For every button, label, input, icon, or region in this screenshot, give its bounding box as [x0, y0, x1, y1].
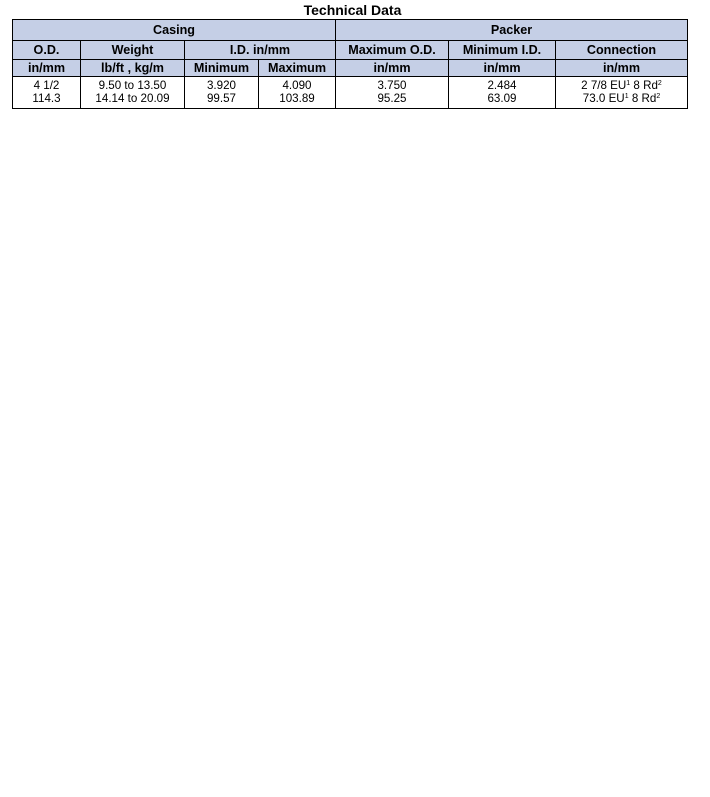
- od-cell-line: 114.3: [32, 91, 61, 105]
- connection-header: Connection: [556, 41, 688, 60]
- weight-cell-line: 9.50 to 13.50: [98, 78, 167, 92]
- weight-cell: [81, 77, 185, 109]
- connection-line: [556, 93, 687, 106]
- id-minimum-header: Minimum: [185, 60, 259, 77]
- table-body: [13, 77, 688, 109]
- casing-header: Casing: [13, 20, 336, 41]
- footnote-ref: 2: [657, 79, 662, 87]
- max-od-cell-line: 95.25: [377, 91, 407, 105]
- connection-unit-header: in/mm: [556, 60, 688, 77]
- max-od-header: Maximum O.D.: [336, 41, 449, 60]
- connection-cell: [556, 77, 688, 109]
- connection-text: 8 Rd: [628, 91, 657, 105]
- connection-text: 2 7/8 EU: [581, 78, 627, 92]
- table-row: [13, 77, 688, 109]
- page-title: Technical Data: [303, 2, 402, 18]
- min-id-unit-header: in/mm: [449, 60, 556, 77]
- id-max-cell-line: 103.89: [279, 91, 315, 105]
- id-min-cell-line: 99.57: [206, 91, 236, 105]
- max-od-cell-line: 3.750: [377, 78, 407, 92]
- connection-text: 73.0 EU: [582, 91, 625, 105]
- id-maximum-header: Maximum: [259, 60, 336, 77]
- footnote-ref: 2: [656, 92, 661, 100]
- connection-text: 8 Rd: [630, 78, 658, 92]
- od-cell: [13, 77, 81, 109]
- id-max-cell: [259, 77, 336, 109]
- max-od-cell: [336, 77, 449, 109]
- weight-cell-line: 14.14 to 20.09: [95, 91, 170, 105]
- technical-data-table: [12, 19, 688, 109]
- od-unit-header: in/mm: [13, 60, 81, 77]
- footnote-ref: 1: [624, 92, 629, 100]
- weight-unit-header: lb/ft , kg/m: [81, 60, 185, 77]
- id-min-cell: [185, 77, 259, 109]
- id-max-cell-line: 4.090: [282, 78, 312, 92]
- min-id-cell-line: 2.484: [487, 78, 517, 92]
- od-header: O.D.: [13, 41, 81, 60]
- od-cell-line: 4 1/2: [33, 78, 60, 92]
- packer-header: Packer: [336, 20, 688, 41]
- id-min-cell-line: 3.920: [206, 78, 236, 92]
- footnote-ref: 1: [626, 79, 631, 87]
- min-id-cell-line: 63.09: [487, 91, 517, 105]
- min-id-header: Minimum I.D.: [449, 41, 556, 60]
- weight-header: Weight: [81, 41, 185, 60]
- max-od-unit-header: in/mm: [336, 60, 449, 77]
- id-header: I.D. in/mm: [185, 41, 336, 60]
- min-id-cell: [449, 77, 556, 109]
